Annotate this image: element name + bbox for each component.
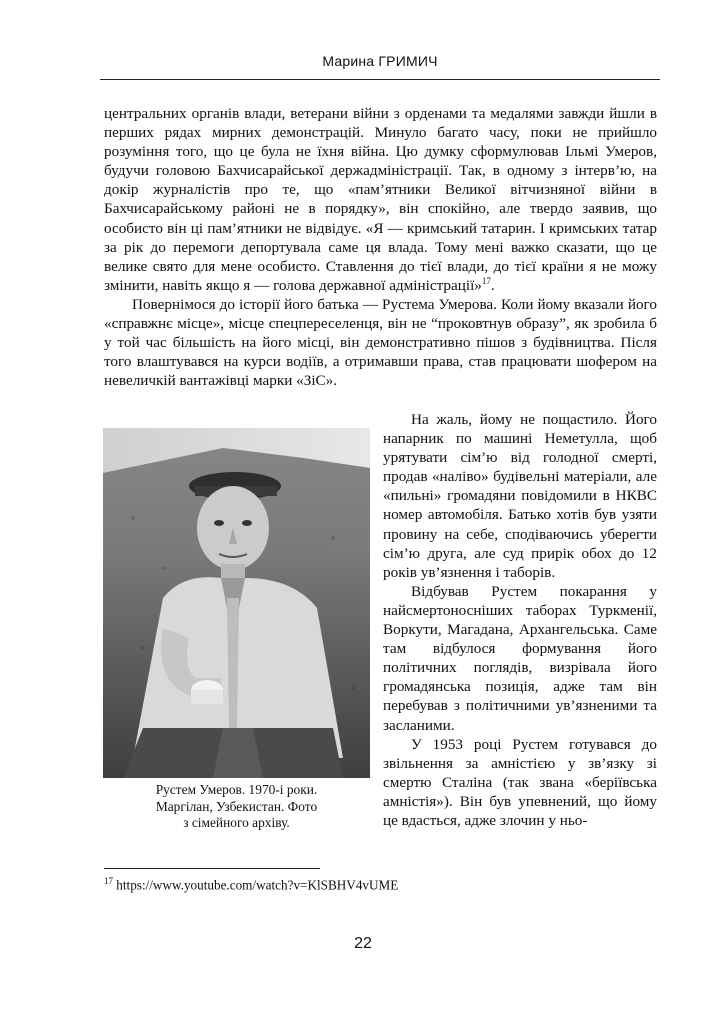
page-number: 22 <box>354 935 372 952</box>
footnote-number: 17 <box>104 876 113 886</box>
paragraph-3: На жаль, йому не пощастило. Його напарник по машині Неметулла, щоб урятувати сім’ю від голодної смерті, продав «наліво» будівельні матеріали, але «пильні» громадяни повідомили в НКВС номер автомобіля. Батько хотів був узяти провину на себе, сподіваючись уберегти сім’ю друга, але суд прирік обох до 12 років ув’язнення і таборів. <box>383 411 657 581</box>
paragraph-5: У 1953 році Рустем готувався до звільнення за амністією у зв’язку зі смертю Сталіна (так звана «беріївська амністія»). Він був упевнений, що йому це вдасться, адже злочин у ньо- <box>383 735 657 829</box>
caption-line-3: з сімейного архіву. <box>183 815 290 830</box>
footnote-link[interactable]: https://www.youtube.com/watch?v=KlSBHV4vUME <box>116 877 399 893</box>
paragraph-2: Повернімося до історії його батька — Рустема Умерова. Коли йому вказали його «справжнє місце», місце спецпереселенця, він не “проковтнув образу”, як зробила б у той час більшість на його місці, він демонстративно пішов з будівництва. Після того влаштувався на курси водіїв, а отримавши права, став працювати шофером на невеличкій вантажівці марки «ЗіС». <box>104 295 657 390</box>
running-header-author: Марина ГРИМИЧ <box>322 53 438 69</box>
paragraph-1: центральних органів влади, ветерани війни з орденами та медалями завжди йшли в перших рядах мирних демонстрацій. Минуло багато часу, поки не прийшло розуміння того, що це була не їхня війна. Цю думку сформулював Ільмі Умеров, будучи головою Бахчисарайської держадміністрації. Так, в одному з інтерв’ю, на докір журналістів про те, що «пам’ятники Великої вітчизняної війни в Бахчисарайському районі не в порядку», він спокійно, але твердо заявив, що особисто він ці пам’ятники не відвідує. «Я — кримський татарин. І кримських татар за рік до перемоги депортувала саме ця влада. Тому мені важко сказати, що це велике свято для мене особисто. Ставлення до тієї влади, до тієї країни я не можу змінити, навіть якщо я — голова державної адміністрації»$^{17}$. <box>104 105 657 294</box>
header-rule <box>100 79 660 80</box>
footnote-separator <box>104 868 320 869</box>
wrapped-text-column <box>383 410 657 830</box>
photo-rustem-umerov <box>103 428 370 778</box>
caption-line-1: Рустем Умеров. 1970-і роки. <box>155 782 318 797</box>
paragraph-1-text: центральних органів влади, ветерани війни з орденами та медалями завжди йшли в перших рядах мирних демонстрацій. Минуло багато часу, поки не прийшло розуміння того, що це була не їхня війна. Цю думку сформулював Ільмі Умеров, будучи головою Бахчисарайської держадміністрації. Так, в одному з інтерв’ю, на докір журналістів про те, що «пам’ятники Великої вітчизняної війни в Бахчисарайському районі не в порядку», він спокійно, але твердо заявив, що особисто він ці пам’ятники не відвідує. «Я — кримський татарин. І кримських татар за рік до перемоги депортувала саме ця влада. Тому мені важко сказати, що це велике свято для мене особисто. Ставлення до тієї влади, до тієї країни я не можу змінити, навіть якщо я — голова державної адміністрації» <box>104 105 657 294</box>
photo-caption <box>103 782 370 832</box>
footnote-ref-17[interactable]: 17 <box>481 275 491 286</box>
caption-line-2: Маргілан, Узбекистан. Фото <box>155 798 318 814</box>
photo-illustration <box>103 428 370 778</box>
footnote-17 <box>104 876 398 893</box>
main-text <box>104 104 657 390</box>
paragraph-4: Відбував Рустем покарання у найсмертоносніших таборах Туркменії, Воркути, Магадана, Архангельська. Саме там відбулося формування його політичних поглядів, визрівала його громадянська позиція, адже там він перебував з політичними ув’язненими та засланими. <box>383 582 657 734</box>
